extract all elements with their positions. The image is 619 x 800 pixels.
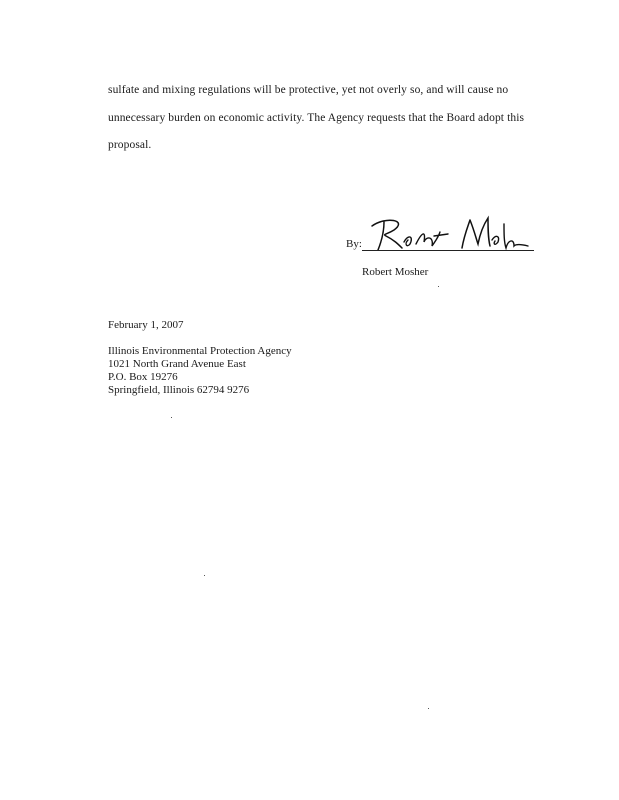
address-street: 1021 North Grand Avenue East <box>108 358 246 370</box>
signature-block <box>346 214 536 254</box>
scan-artifact <box>204 575 205 576</box>
body-text-line-1: sulfate and mixing regulations will be protective, yet not overly so, and will cause no <box>108 84 509 96</box>
signer-name: Robert Mosher <box>362 266 429 278</box>
scan-artifact <box>428 708 429 709</box>
address-po-box: P.O. Box 19276 <box>108 371 178 383</box>
handwritten-signature <box>364 214 534 254</box>
scan-artifact <box>171 417 172 418</box>
by-label: By: <box>346 238 362 250</box>
address-city: Springfield, Illinois 62794 9276 <box>108 384 250 396</box>
document-date: February 1, 2007 <box>108 319 184 331</box>
body-text-line-3: proposal. <box>108 139 152 151</box>
scan-artifact <box>438 286 439 287</box>
signature-line <box>362 250 534 251</box>
body-text-line-2: unnecessary burden on economic activity. The Agency requests that the Board adopt this <box>108 112 525 124</box>
address-agency: Illinois Environmental Protection Agency <box>108 345 292 357</box>
